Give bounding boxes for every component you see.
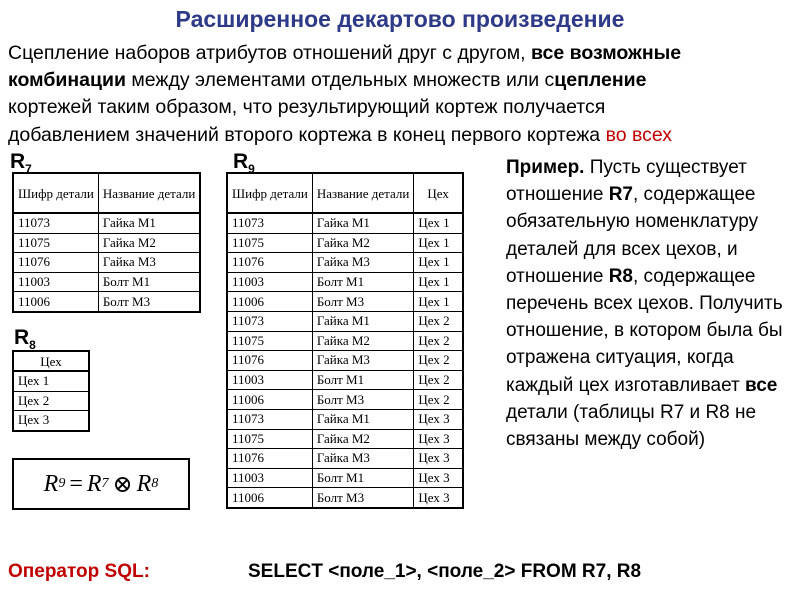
table-row [13,371,89,391]
table-cell: Гайка М3 [312,351,414,371]
table-cell: Гайка М1 [312,409,414,429]
table-row [227,488,463,508]
table-cell: Гайка М1 [312,311,414,331]
table-cell: Цех 3 [414,488,463,508]
r9-label: $R_9$ [233,150,258,176]
column-header: Шифр детали [227,173,312,213]
table-cell: Цех 1 [414,272,463,292]
intro-emphasis: цепление [554,69,647,92]
table-r9 [226,172,464,509]
table-cell: 11076 [227,351,312,371]
table-cell: Цех 2 [414,370,463,390]
table-cell: Цех 2 [13,391,89,411]
table-row [227,272,463,292]
table-cell: Гайка М3 [312,253,414,273]
column-header: Название детали [98,173,200,213]
table-cell: Цех 3 [414,449,463,469]
intro-emphasis: все возможные [531,42,682,64]
table-cell: Цех 1 [414,213,463,233]
column-header: Название детали [312,173,414,213]
r7-label: $R_7$ [10,150,35,176]
intro-text: Сцепление наборов атрибутов отношений друг с другом, [8,42,531,64]
table-r8 [12,350,90,432]
table-cell: Цех 1 [414,253,463,273]
table-row [13,292,200,312]
table-cell: Гайка М2 [98,233,200,253]
table-cell: Гайка М2 [312,331,414,351]
table-cell: Болт М1 [312,370,414,390]
column-header: Цех [414,173,463,213]
table-row [227,292,463,312]
table-cell: Гайка М2 [312,233,414,253]
table-cell: 11073 [227,409,312,429]
table-cell: 11003 [227,468,312,488]
table-row [227,233,463,253]
table-cell: Цех 2 [414,351,463,371]
table-cell: Цех 1 [414,233,463,253]
example-text: Пример. Пусть существует отношение R7, содержащее обязательную номенклатуру деталей для всех цехов, и отношение R8, содержащее перечень всех цехов. Получить отношение, в котором была бы отражена ситуация, когда каждый цех изготавливает все детали (таблицы R7 и R8 не связаны между собой) [506,157,783,451]
intro-text: между элементами отдельных множеств или с [125,69,555,92]
table-row [13,272,200,292]
definition-text [8,40,792,156]
table-row [13,253,200,273]
table-row [13,213,200,233]
table-row [227,253,463,273]
table-cell: Гайка М2 [312,429,414,449]
table-cell: Болт М3 [98,292,200,312]
table-cell: 11073 [227,311,312,331]
table-cell: 11006 [227,390,312,410]
table-cell: Цех 3 [13,411,89,431]
table-cell: 11003 [227,370,312,390]
table-cell: Болт М1 [312,468,414,488]
table-cell: 11075 [227,331,312,351]
table-cell: Цех 2 [414,311,463,331]
table-r7 [12,172,201,313]
table-row [13,391,89,411]
sql-label: Оператор SQL: [8,561,150,582]
table-cell: 11073 [227,213,312,233]
table-cell: 11003 [13,272,98,292]
table-row [227,331,463,351]
example-lead: Пример. [506,157,585,178]
table-row [13,411,89,431]
table-cell: 11075 [227,429,312,449]
intro-text: кортежей таким образом, что результирующий кортеж получается [8,96,606,119]
table-cell: Цех 1 [414,292,463,312]
slide-title: Расширенное декартово произведение [175,6,625,32]
table-row [227,351,463,371]
table-cell: 11003 [227,272,312,292]
table-row [227,311,463,331]
table-cell: Гайка М1 [98,213,200,233]
intro-emphasis: комбинации [8,69,126,92]
table-cell: Болт М3 [312,488,414,508]
sql-query: SELECT <поле_1>, <поле_2> FROM R7, R8 [248,561,642,582]
table-cell: 11076 [227,253,312,273]
table-cell: Гайка М3 [98,253,200,273]
table-cell: Цех 3 [414,468,463,488]
table-cell: Гайка М3 [312,449,414,469]
table-cell: 11076 [227,449,312,469]
intro-text: добавлением значений второго кортежа в конец первого кортежа [8,123,606,146]
table-cell: Цех 3 [414,409,463,429]
table-row [227,390,463,410]
table-cell: Цех 1 [13,371,89,391]
table-row [227,449,463,469]
table-cell: Болт М1 [312,272,414,292]
table-cell: 11006 [227,292,312,312]
table-row [227,468,463,488]
table-cell: 11076 [13,253,98,273]
table-cell: 11075 [227,233,312,253]
table-cell: Болт М3 [312,292,414,312]
table-cell: 11075 [13,233,98,253]
column-header: Цех [13,351,89,371]
r8-label: $R_8$ [14,326,39,352]
table-cell: Цех 2 [414,331,463,351]
table-cell: 11006 [227,488,312,508]
table-row [227,370,463,390]
column-header: Шифр детали [13,173,98,213]
cartesian-formula: R 9 = R 7 ⊗ R 8 [12,458,190,510]
table-cell: Болт М3 [312,390,414,410]
table-row [227,213,463,233]
table-cell: 11006 [13,292,98,312]
table-row [227,429,463,449]
table-row [13,233,200,253]
table-cell: Гайка М1 [312,213,414,233]
intro-red-text: во всех [605,123,673,146]
table-cell: Цех 3 [414,429,463,449]
table-cell: Болт М1 [98,272,200,292]
table-cell: 11073 [13,213,98,233]
table-row [227,409,463,429]
table-cell: Цех 2 [414,390,463,410]
